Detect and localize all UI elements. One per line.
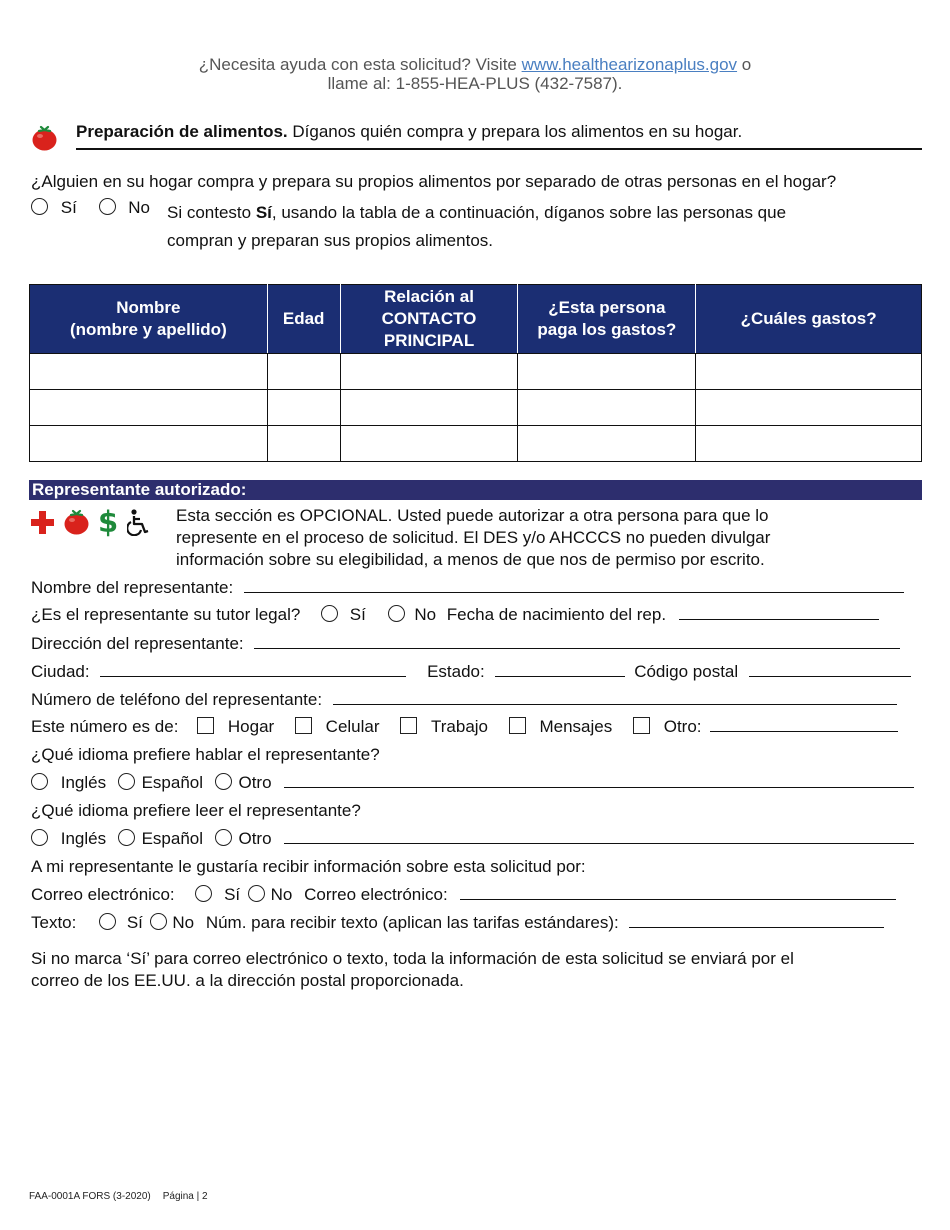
rep-address-field[interactable] — [254, 634, 900, 649]
speak-language-row: Inglés Español Otro — [31, 773, 914, 793]
dollar-icon: $ — [98, 505, 119, 539]
rep-phone-row: Número de teléfono del representante: — [31, 690, 897, 710]
phone-type-other-checkbox[interactable] — [633, 717, 650, 734]
food-section-title: Preparación de alimentos. Díganos quién compra y prepara los alimentos en su hogar. — [76, 122, 922, 150]
read-question: ¿Qué idioma prefiere leer el representante? — [31, 801, 361, 820]
food-answer-row: Sí No — [31, 198, 150, 218]
table-cell[interactable] — [518, 390, 696, 426]
email-row: Correo electrónico: Sí No Correo electrónico: — [31, 885, 896, 905]
table-row — [30, 390, 922, 426]
rep-city-field[interactable] — [100, 662, 406, 677]
col-header-pays: ¿Esta persona paga los gastos? — [518, 285, 696, 354]
delivery-note: Si no marca ‘Sí’ para correo electrónico o texto, toda la información de esta solicitud se enviará por el correo de los EE.UU. a la dirección postal proporcionada. — [31, 949, 794, 990]
rep-city-row: Ciudad: Estado: Código postal — [31, 662, 911, 682]
read-language-row: Inglés Español Otro — [31, 829, 914, 849]
rep-address-row: Dirección del representante: — [31, 634, 900, 654]
text-no-radio[interactable] — [150, 913, 167, 930]
table-cell[interactable] — [696, 354, 922, 390]
read-other-radio[interactable] — [215, 829, 232, 846]
col-header-name: Nombre (nombre y apellido) — [30, 285, 268, 354]
tomato-icon — [64, 509, 89, 535]
food-table — [29, 284, 922, 462]
tomato-icon — [32, 125, 57, 151]
email-no-radio[interactable] — [248, 885, 265, 902]
table-cell[interactable] — [30, 354, 268, 390]
rep-text-number-field[interactable] — [629, 913, 884, 928]
page-footer: FAA-0001A FORS (3-2020) Página | 2 — [29, 1191, 208, 1202]
table-cell[interactable] — [340, 354, 518, 390]
table-cell[interactable] — [267, 390, 340, 426]
food-yes-radio[interactable] — [31, 198, 48, 215]
food-no-radio[interactable] — [99, 198, 116, 215]
col-header-relation: Relación al CONTACTO PRINCIPAL — [340, 285, 518, 354]
speak-other-radio[interactable] — [215, 773, 232, 790]
table-cell[interactable] — [340, 390, 518, 426]
phone-type-home-checkbox[interactable] — [197, 717, 214, 734]
table-header-row — [30, 285, 922, 354]
col-header-expenses: ¿Cuáles gastos? — [696, 285, 922, 354]
program-icons — [30, 505, 151, 539]
read-other-field[interactable] — [284, 829, 914, 844]
table-cell[interactable] — [518, 354, 696, 390]
help-phone: llame al: 1-855-HEA-PLUS (432-7587). — [327, 74, 623, 93]
table-row — [30, 354, 922, 390]
rep-guardian-row: ¿Es el representante su tutor legal? Sí No Fecha de nacimiento del rep. — [31, 605, 879, 625]
rep-dob-field[interactable] — [679, 605, 879, 620]
rep-section-bar: Representante autorizado: — [29, 480, 922, 500]
medical-cross-icon — [30, 510, 55, 535]
rep-email-field[interactable] — [460, 885, 896, 900]
guardian-yes-radio[interactable] — [321, 605, 338, 622]
speak-english-radio[interactable] — [31, 773, 48, 790]
text-row: Texto: Sí No Núm. para recibir texto (aplican las tarifas estándares): — [31, 913, 884, 933]
phone-type-cell-checkbox[interactable] — [295, 717, 312, 734]
speak-spanish-radio[interactable] — [118, 773, 135, 790]
text-yes-radio[interactable] — [99, 913, 116, 930]
rep-name-row: Nombre del representante: — [31, 578, 904, 598]
table-cell[interactable] — [267, 426, 340, 462]
rep-name-field[interactable] — [244, 578, 904, 593]
rep-state-field[interactable] — [495, 662, 625, 677]
rep-zip-field[interactable] — [749, 662, 911, 677]
read-english-radio[interactable] — [31, 829, 48, 846]
table-cell[interactable] — [267, 354, 340, 390]
phone-type-other-field[interactable] — [710, 717, 898, 732]
food-question: ¿Alguien en su hogar compra y prepara su propios alimentos por separado de otras personas en el hogar? — [31, 172, 837, 191]
wheelchair-icon — [127, 509, 151, 536]
table-row — [30, 426, 922, 462]
col-header-age: Edad — [267, 285, 340, 354]
read-spanish-radio[interactable] — [118, 829, 135, 846]
email-yes-radio[interactable] — [195, 885, 212, 902]
phone-type-work-checkbox[interactable] — [400, 717, 417, 734]
table-cell[interactable] — [696, 426, 922, 462]
phone-type-messages-checkbox[interactable] — [509, 717, 526, 734]
table-cell[interactable] — [696, 390, 922, 426]
table-cell[interactable] — [30, 426, 268, 462]
table-cell[interactable] — [340, 426, 518, 462]
food-instructions: Si contesto Sí, usando la tabla de a continuación, díganos sobre las personas que compran y preparan sus propios alimentos. — [167, 203, 787, 250]
rep-phone-field[interactable] — [333, 690, 897, 705]
table-cell[interactable] — [518, 426, 696, 462]
help-text: ¿Necesita ayuda con esta solicitud? Visite www.healthearizonaplus.gov o llame al: 1-855-HEA-PLUS (432-7587). — [0, 55, 950, 93]
rep-phone-type-row: Este número es de: Hogar Celular Trabajo Mensajes Otro: — [31, 717, 898, 737]
speak-other-field[interactable] — [284, 773, 914, 788]
guardian-no-radio[interactable] — [388, 605, 405, 622]
table-cell[interactable] — [30, 390, 268, 426]
contact-question: A mi representante le gustaría recibir información sobre esta solicitud por: — [31, 857, 586, 876]
help-link[interactable]: www.healthearizonaplus.gov — [521, 55, 738, 74]
rep-intro: Esta sección es OPCIONAL. Usted puede autorizar a otra persona para que lo represente en el proceso de solicitud. El DES y/o AHCCCS no pueden divulgar información sobre su elegibilidad, a menos de que nos de permiso por escrito. — [176, 506, 771, 569]
speak-question: ¿Qué idioma prefiere hablar el representante? — [31, 745, 380, 764]
